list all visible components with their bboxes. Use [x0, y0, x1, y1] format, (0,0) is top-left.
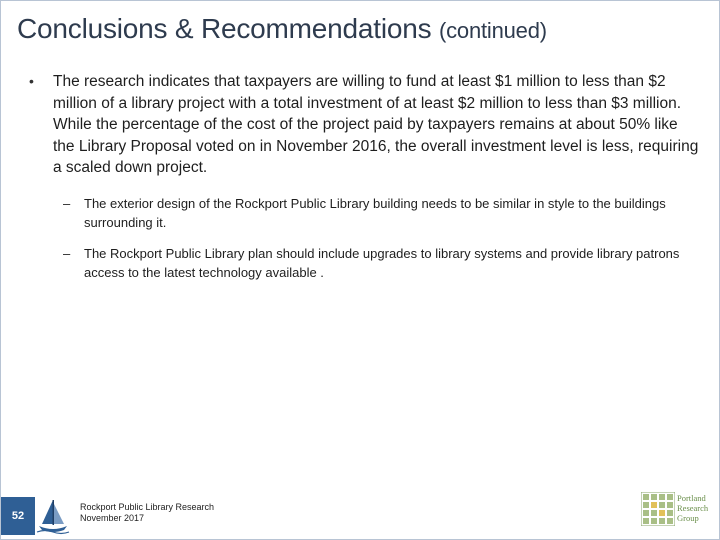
sub-bullet: [63, 244, 693, 282]
dash-icon: –: [63, 196, 71, 211]
sub-bullet-text: The exterior design of the Rockport Public Library building needs to be similar in style to the buildings surrounding it.: [84, 196, 666, 230]
sub-bullet-text: The Rockport Public Library plan should include upgrades to library systems and provide library patrons access to the latest technology available .: [84, 246, 680, 280]
logo-wordmark: [677, 493, 708, 523]
footer-caption: [80, 502, 214, 524]
grid-logo-icon: [641, 492, 675, 526]
portland-research-group-logo: [641, 492, 717, 528]
title-continued: (continued): [439, 18, 547, 43]
title-main: Conclusions & Recommendations: [17, 13, 432, 44]
slide-title: [17, 13, 547, 45]
footer-line-1: Rockport Public Library Research: [80, 502, 215, 512]
logo-word: Research: [677, 503, 709, 513]
library-logo-icon: [35, 497, 71, 535]
logo-word: Group: [677, 513, 699, 523]
bullet-icon: •: [29, 73, 34, 89]
main-bullet-text: The research indicates that taxpayers are willing to fund at least $1 million to less than $2 million of a library project with a total investment of at least $2 million to less than $3 million. While the percentage of the cost of the project paid by taxpayers remains at about 50% like the Library Proposal voted on in November 2016, the overall investment level is less, requiring a scaled down project.: [53, 73, 699, 176]
sub-bullet: [63, 194, 693, 232]
page-number: 52: [1, 497, 35, 535]
dash-icon: –: [63, 246, 71, 261]
logo-word: Portland: [677, 493, 706, 503]
footer-line-2: November 2017: [80, 513, 145, 523]
